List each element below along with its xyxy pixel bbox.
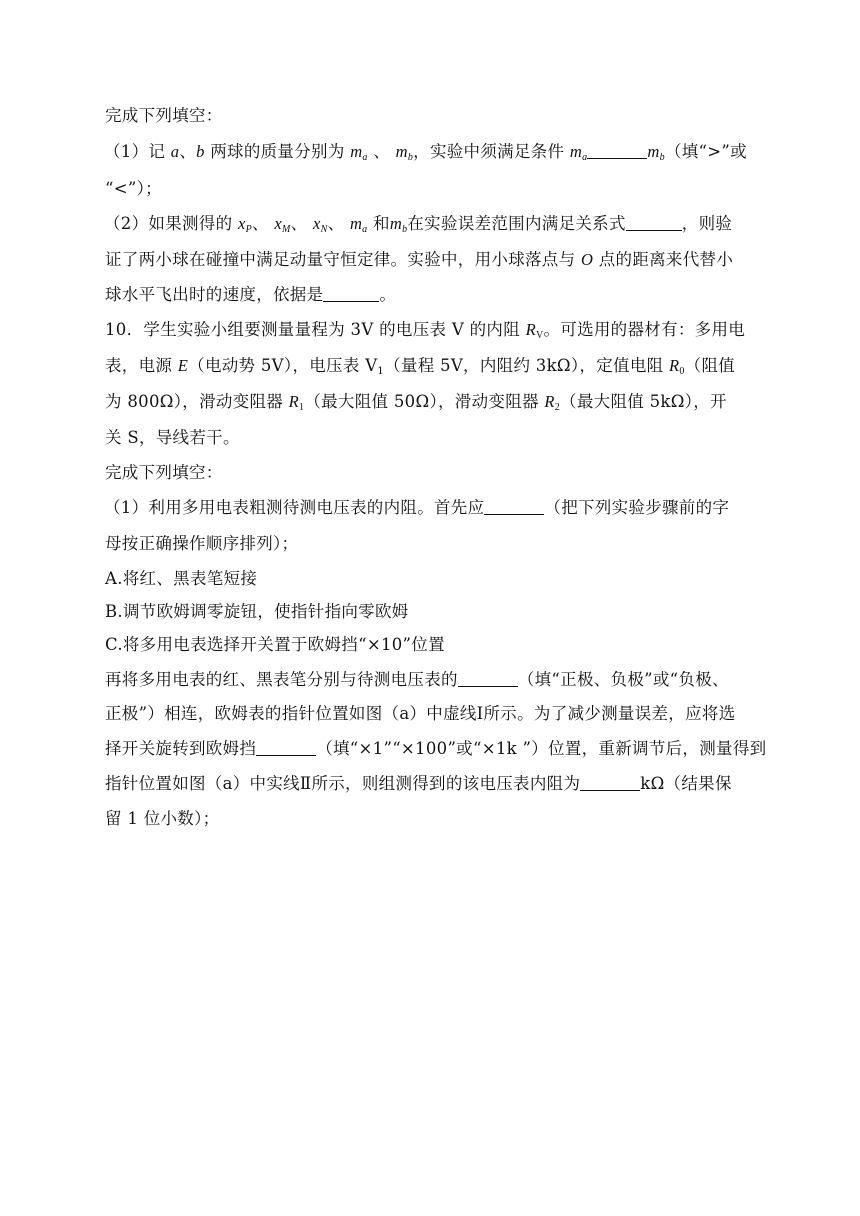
line-text: 球水平飞出时的速度，依据是 — [105, 285, 324, 304]
text-line — [105, 390, 765, 420]
line-text: 表，电源 — [105, 356, 178, 375]
text-line — [104, 212, 764, 242]
line-text: 和 — [367, 214, 390, 233]
text-line — [105, 461, 765, 485]
line-text: 为 800Ω），滑动变阻器 — [105, 392, 289, 411]
line-text: 、 — [327, 214, 350, 233]
line-text: 在实验误差范围内满足关系式 — [407, 214, 626, 233]
text-line — [105, 177, 765, 201]
text-line — [105, 283, 765, 307]
line-text: （阻值 — [684, 356, 736, 375]
line-text: 正极”）相连，欧姆表的指针位置如图（a）中虚线Ⅰ所示。为了减少测量误差，应将选 — [105, 704, 736, 723]
line-text: 择开关旋转到欧姆挡 — [105, 739, 257, 758]
math-mb: $m_b$ — [389, 214, 408, 235]
line-text: “<”）； — [105, 179, 162, 198]
math-xm: $x_M$ — [274, 214, 291, 235]
line-text: 。 — [379, 285, 397, 304]
line-text: 、 — [290, 214, 313, 233]
text-line — [105, 600, 765, 624]
math-var-b: b — [196, 142, 205, 161]
line-text: （2）如果测得的 — [104, 214, 238, 233]
line-text: C.将多用电表选择开关置于欧姆挡“×10”位置 — [105, 635, 445, 654]
line-text: 。可选用的器材有：多用电 — [543, 320, 746, 339]
subscript: 1 — [377, 366, 385, 377]
line-text: 、 — [367, 142, 396, 161]
line-text: （填“×1”“×100”或“×1k ”）位置，重新调节后，测量得到 — [316, 739, 767, 758]
line-text: 完成下列填空： — [105, 106, 223, 125]
math-xn: $x_N$ — [312, 214, 328, 235]
line-text: 再将多用电表的红、黑表笔分别与待测电压表的 — [105, 670, 458, 689]
math-var-a: a — [170, 142, 180, 161]
line-text: （1）利用多用电表粗测待测电压表的内阻。首先应 — [104, 498, 485, 517]
math-rv: $R_V$ — [525, 320, 544, 341]
text-line — [105, 807, 765, 831]
line-text: 点的距离来代替小 — [593, 250, 734, 269]
line-text: 完成下列填空： — [105, 463, 223, 482]
line-text: B.调节欧姆调零旋钮，使指针指向零欧姆 — [105, 602, 409, 621]
answer-blank[interactable] — [256, 737, 316, 756]
text-line — [104, 140, 764, 170]
text-line — [105, 248, 765, 272]
line-text: A.将红、黑表笔短接 — [105, 569, 258, 588]
line-text: （最大阻值 50Ω），滑动变阻器 — [304, 392, 545, 411]
answer-blank[interactable] — [323, 283, 379, 302]
line-text: 母按正确操作顺序排列）； — [105, 534, 299, 553]
line-text: 10．学生实验小组要测量量程为 3V 的电压表 V 的内阻 — [105, 320, 526, 339]
text-line — [105, 426, 765, 450]
line-text: 证了两小球在碰撞中满足动量守恒定律。实验中，用小球落点与 — [105, 250, 581, 269]
line-text: （最大阻值 5kΩ），开 — [560, 392, 727, 411]
line-text: 留 1 位小数）； — [105, 809, 220, 828]
math-r1: $R_1$ — [288, 392, 305, 413]
text-line — [104, 496, 764, 520]
line-text: （填“>”或 — [664, 142, 747, 161]
text-line — [105, 318, 765, 348]
math-var-o: O — [580, 250, 594, 269]
line-text: ，实验中须满足条件 — [413, 142, 570, 161]
text-line — [105, 354, 765, 384]
text-line — [105, 737, 765, 761]
answer-blank[interactable] — [626, 212, 682, 231]
text-line — [105, 668, 765, 692]
answer-blank[interactable] — [484, 496, 544, 515]
math-r2: $R_2$ — [544, 392, 561, 413]
line-text: （量程 5V，内阻约 3kΩ），定值电阻 — [384, 356, 669, 375]
math-mb: $m_b$ — [647, 142, 665, 163]
line-text: 关 S，导线若干。 — [105, 428, 240, 447]
text-line — [105, 772, 765, 796]
math-ma: $m_a$ — [349, 214, 368, 235]
line-text: ，则验 — [681, 214, 733, 233]
line-text: （把下列实验步骤前的字 — [544, 498, 730, 517]
line-text: 、 — [179, 142, 197, 161]
line-text: （电动势 5V），电压表 V — [188, 356, 378, 375]
math-ma: $m_a$ — [569, 142, 588, 163]
math-r0: $R_0$ — [668, 356, 685, 377]
line-text: （填“正极、负极”或“负极、 — [517, 670, 729, 689]
math-var-e: E — [177, 356, 189, 375]
line-text: 、 — [252, 214, 275, 233]
text-line — [105, 633, 765, 657]
text-line — [105, 104, 765, 128]
line-text: kΩ（结果保 — [640, 774, 732, 793]
answer-blank[interactable] — [580, 772, 640, 791]
line-text: （1）记 — [104, 142, 171, 161]
math-ma: $m_a$ — [350, 142, 368, 163]
math-mb: $m_b$ — [395, 142, 414, 163]
text-line — [105, 532, 765, 556]
answer-blank[interactable] — [458, 668, 518, 687]
math-xp: $x_P$ — [237, 214, 252, 235]
text-line — [105, 567, 765, 591]
line-text: 两球的质量分别为 — [204, 142, 351, 161]
answer-blank[interactable] — [587, 140, 647, 159]
line-text: 指针位置如图（a）中实线Ⅱ所示，则组测得到的该电压表内阻为 — [105, 774, 581, 793]
text-line — [105, 702, 765, 726]
